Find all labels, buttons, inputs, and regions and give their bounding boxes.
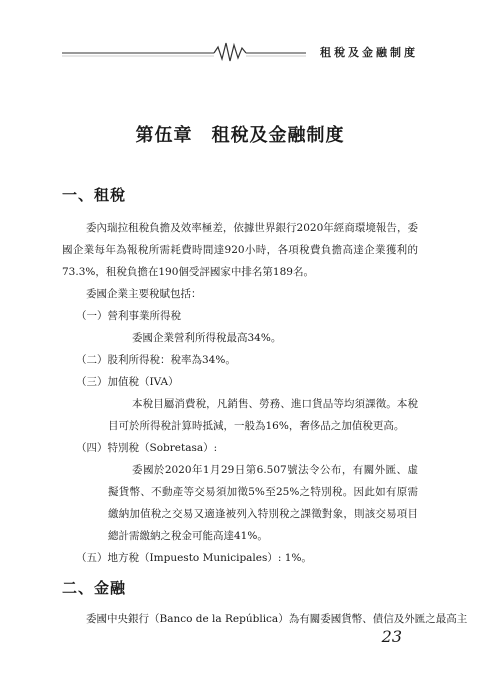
tax-item-2-label: （二）股利所得稅：稅率為34%。 (76, 354, 236, 366)
finance-intro-paragraph: 委國中央銀行（Banco de la República）為有關委國貨幣、債信及外匯之最高主 (86, 613, 468, 625)
tax-item-4-body: 委國於2020年1月29日第6.507號法令公布，有關外匯、虛擬貨幣、不動產等交易須加徵5%至25%之特別稅。因此如有原需繳納加值稅之交易又適逢被列入特別稅之課徵對象，則該交易項目總計需繳納之稅金可能高達41%。 (108, 464, 418, 542)
chapter-title: 第伍章 租稅及金融制度 (135, 125, 345, 146)
section-heading-finance: 二、金融 (62, 579, 127, 597)
tax-list-lead: 委國企業主要稅賦包括： (86, 288, 202, 300)
tax-item-1-label: （一）營利事業所得稅 (76, 310, 181, 322)
page-number: 23 (381, 627, 402, 646)
running-header (62, 36, 420, 66)
tax-item-5-label: （五）地方稅（Impuesto Municipales）: 1%。 (76, 552, 312, 564)
tax-item-1-body: 委國企業營利所得稅最高34%。 (132, 332, 282, 344)
tax-item-3-body: 本稅目屬消費稅，凡銷售、勞務、進口貨品等均須課徵。本稅目可於所得稅計算時抵減，一般為16%，奢侈品之加值稅更高。 (108, 398, 418, 432)
tax-intro-paragraph: 委內瑞拉租稅負擔及效率極差，依據世界銀行2020年經商環境報告，委國企業每年為報稅所需耗費時間達920小時，各項稅費負擔高達企業獲利的73.3%，租稅負擔在190個受評國家中排名第189名。 (62, 222, 418, 278)
tax-item-3-label: （三）加值稅（IVA） (76, 376, 179, 388)
header-title: 租稅及金融制度 (320, 46, 418, 59)
section-heading-tax: 一、租稅 (62, 186, 127, 204)
tax-item-4-label: （四）特別稅（Sobretasa）: (76, 442, 218, 454)
